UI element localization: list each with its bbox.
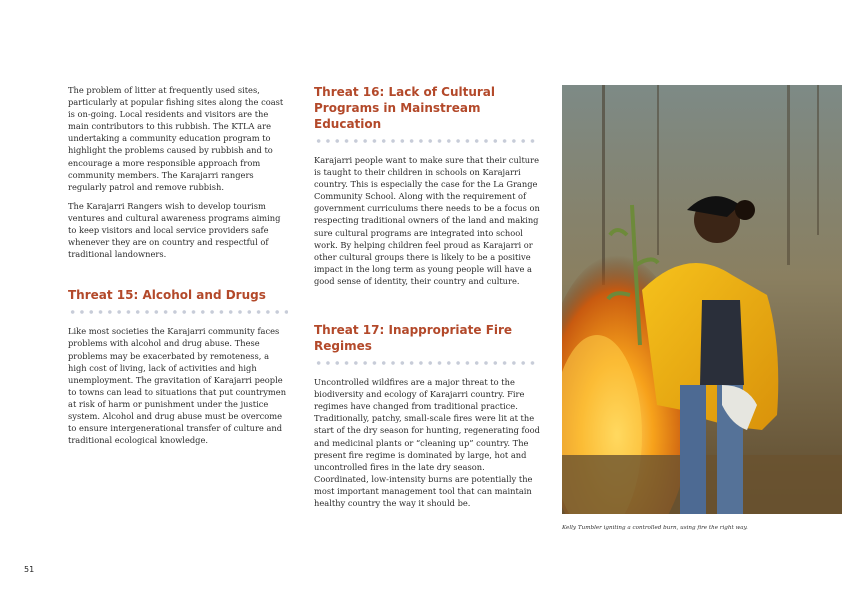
photo-illustration — [562, 85, 842, 514]
threat17-body: Uncontrolled wildfires are a major threat to the biodiversity and ecology of Karajarri country. Fire regimes have changed from traditional practice. Traditionally, patchy, small-scale fires were lit at the start of the dry season for hunting, regenerating food and medicinal plants or “cleaning up” country. The present fire regime is dominated by large, hot and uncontrolled fires in the late dry season. Coordinated, low-intensity burns are potentially the most important management tool that can maintain healthy country the way it should be. — [314, 377, 540, 508]
photo-caption: Kelly Tumbler igniting a controlled burn, using fire the right way. — [562, 525, 748, 531]
threat17-heading: Threat 17: Inappropriate Fire Regimes — [314, 323, 513, 354]
page-number: 51 — [24, 565, 35, 574]
threat16-body: Karajarri people want to make sure that their culture is taught to their children in schools on Karajarri country. This is especially the case for the La Grange Community School. Along with the requirement of government curriculums there needs to be a focus on respecting traditional owners of the land and making sure cultural programs are integrated into school work. By helping children feel proud as Karajarri or other cultural groups there is likely to be a positive impact in the long term as young people will have a good sense of identity, their country and culture. — [314, 155, 540, 286]
heading-dot-divider — [314, 360, 540, 366]
left-column — [68, 84, 288, 453]
heading-dot-divider — [68, 309, 288, 315]
controlled-burn-photo — [562, 85, 842, 514]
litter-paragraph: The problem of litter at frequently used sites, particularly at popular fishing sites along the coast is on-going. Local residents and visitors are the main contributors to this rubbish. The KTLA are undertaking a community education program to highlight the problems caused by rubbish and to encourage a more responsible approach from community members. The Karajarri rangers regularly patrol and remove rubbish. — [68, 85, 284, 192]
middle-column — [314, 84, 540, 516]
threat16-heading: Threat 16: Lack of Cultural Programs in Mainstream Education — [314, 85, 496, 131]
tourism-paragraph: The Karajarri Rangers wish to develop tourism ventures and cultural awareness programs aiming to keep visitors and local service providers safe whenever they are on country and respectful of traditional landowners. — [68, 200, 281, 260]
heading-dot-divider — [314, 138, 540, 144]
threat15-heading: Threat 15: Alcohol and Drugs — [68, 288, 266, 303]
threat15-body: Like most societies the Karajarri community faces problems with alcohol and drug abuse. These problems may be exacerbated by remoteness, a high cost of living, lack of activities and high unemployment. The gravitation of Karajarri people to towns can lead to situations that put countrymen at risk of harm or punishment under the justice system. Alcohol and drug abuse must be overcome to ensure intergenerational transfer of culture and traditional ecological knowledge. — [68, 326, 287, 446]
